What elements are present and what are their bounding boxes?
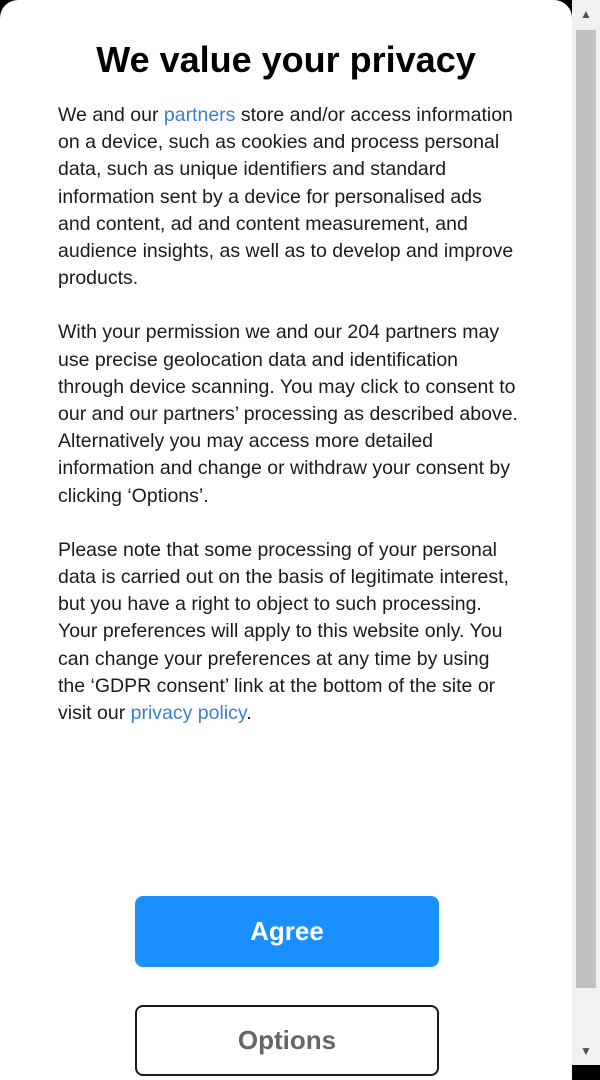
options-button[interactable]: Options <box>135 1005 439 1076</box>
agree-button[interactable]: Agree <box>135 896 439 967</box>
paragraph-legitimate-interest <box>58 537 518 727</box>
paragraph-permission: With your permission we and our 204 partners may use precise geolocation data and identification through device scanning. You may click to consent to our and our partners’ processing as described above. Alternatively you may access more detailed information and change or withdraw your consent by clicking ‘Options’. <box>58 321 518 507</box>
dialog-title: We value your privacy <box>96 39 476 80</box>
paragraph-intro-text-end: store and/or access information on a device, such as cookies and process personal data, such as unique identifiers and standard information sent by a device for personalised ads and content, ad and content measurement, and audience insights, as well as to develop and improve products. <box>58 104 514 290</box>
scroll-up-arrow-icon[interactable]: ▲ <box>580 7 592 21</box>
vertical-scrollbar[interactable] <box>572 0 600 1065</box>
paragraph-legitimate-interest-text-end: . <box>246 702 252 725</box>
privacy-policy-link[interactable]: privacy policy <box>130 702 247 725</box>
scroll-down-arrow-icon[interactable]: ▼ <box>580 1044 592 1058</box>
paragraph-intro-text-start: We and our <box>58 104 164 126</box>
scrollbar-thumb[interactable] <box>576 30 596 988</box>
paragraph-legitimate-interest-text-start: Please note that some processing of your personal data is carried out on the basis of legitimate interest, but you have a right to object to such processing. Your preferences will apply to this website only. You can change your preferences at any time by using the ‘GDPR consent’ link at the bottom of the site or visit our <box>58 538 509 725</box>
partners-link[interactable]: partners <box>163 104 236 126</box>
paragraph-intro <box>58 102 518 292</box>
